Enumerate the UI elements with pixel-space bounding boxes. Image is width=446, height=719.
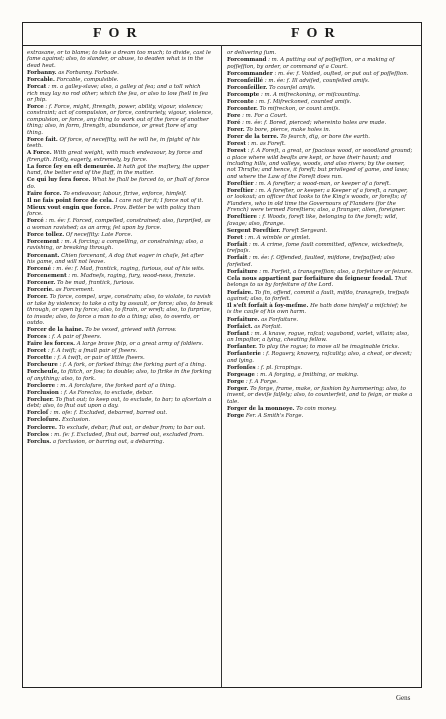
entry-definition: : f. Woods, foreſt like, belonging to the foreſt; wild, ſavage; also, ſtrange. — [227, 214, 398, 227]
entry-definition: : m. ſe: f. Excluded, ſhut out, barred out, excluded from. — [50, 431, 204, 438]
entry-headword: Forclorre — [27, 382, 56, 389]
dictionary-entry — [27, 410, 213, 416]
dictionary-entry — [27, 397, 213, 410]
entry-headword: Forcer de la haine. — [27, 327, 84, 334]
entry-definition: Foreſt Sergeant. — [282, 227, 328, 234]
entry-headword: Mieux vout engin que force. — [27, 204, 112, 211]
dictionary-entry — [27, 355, 213, 361]
entry-definition: : m. A forcing; a compelling, or constraining; also, a ravishing, or breaking through. — [27, 239, 204, 252]
dictionary-entry — [227, 50, 413, 56]
entry-definition: Of neceſſity: Late Force. — [65, 231, 133, 238]
header-right-word: FOR — [291, 26, 342, 41]
entry-headword: Faire force. — [27, 190, 62, 197]
entry-headword: Foreſtier — [227, 180, 254, 187]
entry-headword: Forcener. — [27, 280, 56, 287]
entry-definition: Fer. A Smith's Forge. — [245, 412, 304, 419]
dictionary-entry — [27, 253, 213, 266]
dictionary-entry — [27, 137, 213, 150]
dictionary-entry — [27, 70, 213, 76]
entry-definition: : m. A crime, ſome fault committed, offence, wickedneſs, treſpaſs. — [227, 241, 404, 255]
entry-headword: La force ſey en eſt demeurée. — [27, 163, 116, 170]
entry-definition: : m. ſ. Miſreckoned, counted amiſs. — [255, 98, 352, 105]
entry-definition: : m. Forfeit, a transgreſſion; also, a forfeiture or ſeizure. — [259, 268, 413, 275]
dictionary-entry — [27, 266, 213, 272]
dictionary-entry — [27, 164, 213, 177]
entry-headword: Forcompte — [227, 91, 260, 98]
entry-definition: To be vexed, grieved with ſorrow. — [85, 327, 177, 334]
entry-definition: I care not for it; I force not of it. — [115, 197, 204, 204]
dictionary-entry — [227, 228, 413, 234]
entry-definition: Exclusion. — [62, 417, 91, 424]
entry-headword: Forcette — [27, 355, 53, 362]
entry-headword: Forcet — [27, 348, 47, 355]
dictionary-entry — [27, 177, 213, 190]
dictionary-entry — [227, 365, 413, 371]
entry-headword: Forer. — [227, 126, 245, 133]
entry-definition: Forcable, compulsible. — [56, 77, 119, 83]
entry-definition: : m. ée: f. Ill adviſed, counſelled amiſs. — [264, 77, 370, 84]
entry-headword: Forcené — [27, 266, 52, 272]
entry-definition: or delivering ſum. — [227, 50, 277, 56]
dictionary-entry — [227, 269, 413, 275]
entry-definition: : f. Roguery, knavery, raſcality; also, a cheat, or deceit; and lying. — [227, 351, 412, 364]
entry-headword: Forfanterie — [227, 351, 261, 358]
entry-definition: as Forbanny. Forbade. — [58, 69, 119, 76]
dictionary-entry — [227, 351, 413, 364]
entry-definition: : m. as Foreſt. — [247, 141, 286, 148]
entry-definition: To play the rogue; to move all he imaginable tricks. — [258, 344, 400, 351]
entry-definition: To ſin, offend, commit a fault, miſdo, transgreſs, treſpaſs against; also, to forfeit. — [227, 289, 409, 302]
entry-headword: Forcheure — [27, 362, 58, 369]
entry-headword: Forcloſure. — [27, 417, 61, 424]
entry-headword: Forcommander — [227, 70, 273, 77]
entry-definition: To bore, pierce, make holes in. — [246, 126, 331, 133]
entry-headword: Forbanny. — [27, 69, 57, 76]
entry-definition: Prov. Better be with policy than force. — [27, 204, 201, 218]
entry-headword: Forcenement — [27, 273, 67, 280]
dictionary-entry — [227, 386, 413, 405]
entry-headword: Forest — [227, 141, 246, 148]
entry-definition: What he ſhall be forced to, or ſhall of force do. — [27, 177, 210, 190]
entry-headword: Forcenant. — [27, 252, 60, 259]
entry-definition: Chien forcenant, A dog that eager in chaſe, ſet after his game, and will not leave. — [27, 252, 204, 265]
dictionary-entry — [227, 181, 413, 187]
entry-headword: Forfaiture. — [227, 316, 260, 323]
dictionary-entry — [27, 417, 213, 423]
entry-headword: Forcement — [27, 239, 60, 245]
dictionary-entry — [227, 413, 413, 419]
dictionary-entry — [227, 71, 413, 77]
entry-headword: Forfonſes — [227, 364, 256, 371]
entry-headword: Forconter. — [227, 105, 258, 112]
dictionary-entry — [227, 120, 413, 126]
dictionary-entry — [27, 432, 213, 438]
entry-definition: To force, compel, urge, constrain; also, to violate, to ravish or take by violence; to take a city by assault, or force; also, to break through, or open by force; also, to ſtrain, or wreſt; also, to ſurprize, to invade; also, to force a man to do a thing; also, to overdo, or outdo. — [27, 294, 213, 326]
dictionary-entry — [27, 439, 213, 445]
dictionary-entry — [27, 77, 213, 83]
entry-headword: Foré — [227, 119, 241, 126]
dictionary-entry — [27, 104, 213, 136]
entry-headword: Forcé — [27, 218, 44, 225]
dictionary-entry — [227, 324, 413, 330]
entry-headword: Force tollez. — [27, 231, 65, 238]
entry-headword: Sergent Foreſtier. — [227, 227, 281, 234]
dictionary-entry — [227, 331, 413, 344]
dictionary-entry — [27, 232, 213, 238]
dictionary-entry — [27, 390, 213, 396]
entry-definition: To counſel amiſs. — [269, 84, 316, 91]
entry-definition: as Forfait. — [254, 323, 282, 330]
entry-definition: : m. For a Court. — [242, 112, 288, 119]
entry-headword: Ce qui luy ſera force. — [27, 177, 91, 184]
entry-headword: Foreſtiere — [227, 214, 257, 221]
entry-definition: To be mad, frantick, furious. — [56, 280, 135, 287]
entry-headword: Forcluer. — [27, 396, 54, 403]
entry-headword: Force — [27, 104, 44, 110]
dictionary-entry — [27, 218, 213, 231]
dictionary-entry — [27, 239, 213, 252]
dictionary-entry — [27, 287, 213, 293]
entry-definition: : m. A knave, rogue, raſcal; vagabond, varlet, villain; also, an Impoſtor, a lying, cheating fellow. — [227, 330, 409, 344]
entry-definition: : f. A Forge. — [245, 378, 278, 385]
entry-definition: : m. A foreſter; a wood-man, or keeper of a foreſt. — [255, 180, 391, 187]
dictionary-entry — [227, 344, 413, 350]
entry-headword: Forfanter. — [227, 344, 257, 351]
entry-definition: : m. ée: f. Voided, ouſted, or put out of poſſeſſion. — [274, 70, 409, 77]
entry-definition: : f. A fork, or forked thing; the forking part of a thing. — [59, 362, 207, 369]
dictionary-entry — [27, 205, 213, 218]
dictionary-entry — [227, 92, 413, 98]
dictionary-entry — [227, 57, 413, 70]
entry-headword: Forcer. — [27, 294, 48, 301]
entry-definition: To exclude, debar, ſhut out, or debar from; to bar out. — [58, 424, 206, 431]
entry-headword: Forclos — [27, 431, 49, 438]
entry-definition: : f. Force, might, ſtrength, power, ability, vigour, violence; constraint; act of compulsion, or force, contrariety, vigour, violence, compulsion, or force, any thing to work out of the force of another thing; also, in form, ſtrength, abundance, or great ſtore of any thing. — [27, 104, 213, 136]
entry-definition: : m. oſe: f. Excluded, debarred, barred out. — [49, 410, 168, 417]
entry-headword: Cela nous appartient par forfaiture du ſeigneur feodal. — [227, 276, 393, 283]
entry-headword: Forfaiture — [227, 268, 258, 275]
dictionary-entry — [227, 372, 413, 378]
column-divider — [221, 45, 222, 687]
entry-definition: To coin money. — [296, 405, 337, 412]
entry-headword: Forcable. — [27, 77, 55, 83]
entry-headword: Foreſtier — [227, 187, 254, 194]
entry-definition: : f. A pair of ſheers. — [48, 334, 102, 341]
left-column — [27, 50, 213, 446]
entry-definition: : m. A miſreckoning, or miſcounting. — [260, 91, 361, 98]
entry-definition: : m. a galley-slave; also, a galley at ſea; and a toll which rich may lay no rod other; which the ſea, or also to low ſhell in ſea or ſhip. — [27, 84, 209, 103]
entry-headword: Forger de la monnoye. — [227, 405, 295, 412]
entry-headword: Forconſeiller. — [227, 84, 268, 91]
page-frame — [22, 22, 422, 688]
entry-definition: : m. A forcloſure, the forked part of a thing. — [56, 382, 176, 389]
dictionary-entry — [27, 362, 213, 368]
entry-headword: Forcommand — [227, 57, 267, 64]
dictionary-entry — [227, 106, 413, 112]
dictionary-entry — [27, 327, 213, 333]
dictionary-entry — [227, 276, 413, 289]
entry-definition: To ſearch, dig, or bore the earth. — [280, 133, 370, 140]
entry-definition: : m. ée: f. Mad, frantick, raging, furious, out of his wits. — [52, 266, 205, 272]
entry-headword: Forconſeillé — [227, 77, 264, 84]
entry-headword: Forfaire. — [227, 289, 253, 296]
entry-headword: Forcerie. — [27, 287, 54, 294]
entry-definition: : f. pl. ſcrapings. — [257, 364, 303, 371]
entry-definition: : m. Madneſs, raging, fury, wood-ness, frenzie. — [68, 273, 196, 280]
entry-headword: A Force. — [27, 150, 52, 157]
entry-headword: Il s'eſt forfait à ſoy-meſme. — [227, 303, 309, 310]
entry-headword: Forgeage — [227, 371, 255, 378]
dictionary-entry — [227, 214, 413, 227]
dictionary-entry — [27, 334, 213, 340]
dictionary-entry — [27, 191, 213, 197]
entry-headword: Forcheuſe, — [27, 369, 60, 376]
dictionary-entry — [27, 383, 213, 389]
entry-definition: : m. A putting out of poſſeſſion, or a making of poſſeſſion, by order, or command of a Court. — [227, 57, 395, 70]
entry-definition: A large brave ſhip, or a great army of ſoldiers. — [76, 341, 204, 348]
dictionary-entry — [27, 369, 213, 382]
entry-definition: : f. A twiſt; a ſmall pair of ſheers. — [47, 348, 138, 355]
dictionary-entry — [227, 134, 413, 140]
dictionary-entry — [227, 188, 413, 214]
entry-definition: : m. A wimble or gimlet. — [244, 234, 311, 241]
entry-headword: Forcat — [27, 84, 47, 91]
entry-definition: He hath done himſelf a miſchief; he is the cauſe of his own harm. — [227, 303, 408, 316]
dictionary-entry — [227, 141, 413, 147]
header-left-word: FOR — [93, 26, 144, 41]
dictionary-entry — [227, 127, 413, 133]
entry-headword: Forest — [227, 148, 246, 155]
entry-definition: : f. A twiſt, or pair of little ſheers. — [53, 355, 145, 362]
dictionary-entry — [27, 150, 213, 163]
entry-definition: : m. ée: f. Bored, pierced; whereinto holes are made. — [242, 119, 387, 126]
dictionary-entry — [27, 273, 213, 279]
dictionary-entry — [27, 84, 213, 103]
entry-definition: as Forfaiture. — [261, 316, 299, 323]
entry-headword: Fore — [227, 112, 241, 119]
dictionary-entry — [27, 425, 213, 431]
entry-definition: To forge, frame, make, or fashion by hammering; also, to invent, or deviſe falſely; also, to counterfeit, and to feign, or make a tale. — [227, 385, 413, 405]
entry-headword: Forfaict. — [227, 323, 253, 330]
entry-definition: : m. A forging, a ſmithing, or making. — [256, 371, 359, 378]
entry-definition: It hath got the maſtery, the upper hand, the better end of the ſtaff, in the matter. — [27, 163, 210, 177]
entry-definition: : f. A Foreſt, a great, or ſpacious wood, or woodland ground; a place where wild beaſts are kept, or have their haunt; and including hills, and valleys, woods, and also rivers; by the owner, not Thruſte; and hence, it foreſt; but privileged of game, and laws; and where the Law of the Foreſt does run. — [227, 148, 413, 180]
entry-definition: To endeavour, labour, ſtrive, enforce, himſelf. — [63, 190, 187, 197]
dictionary-entry — [27, 348, 213, 354]
dictionary-entry — [27, 280, 213, 286]
entry-headword: Forfant — [227, 330, 250, 337]
dictionary-entry — [27, 198, 213, 204]
entry-definition: extrasane, or to blame; to take a dream too much; to divide, cast le fame against; also, to slander, or abuse, to deaden what is in the dead heat. — [27, 50, 211, 69]
dictionary-entry — [227, 148, 413, 180]
dictionary-entry — [227, 99, 413, 105]
dictionary-entry — [227, 85, 413, 91]
entry-headword: Faire les forces. — [27, 341, 75, 348]
entry-definition: to ſtitch, or ſow; to double; also, to ſtrike in the forking of anything; also, to fork. — [27, 369, 212, 382]
dictionary-entry — [227, 317, 413, 323]
dictionary-entry — [227, 255, 413, 268]
entry-headword: Forclusion — [27, 389, 59, 396]
dictionary-entry — [227, 379, 413, 385]
entry-headword: Forclus. — [27, 438, 52, 445]
entry-headword: Forge — [227, 378, 245, 385]
entry-headword: Foret — [227, 234, 243, 241]
entry-headword: Forfait — [227, 241, 248, 248]
entry-headword: Forces — [27, 334, 47, 341]
entry-headword: Forger. — [227, 385, 249, 392]
entry-definition: : m. A foreſter, or keeper; a Keeper of a foreſt, a ranger, or lookout; an officer that looks to the King's woods, or foreſts; of Flanders, who in old time the Governours of Flanders (for the French) were termed Foreſtiers; also, a ſtranger, alien, foreigner. — [227, 187, 408, 214]
entry-definition: : f. As Foreclos, to exclude, debar. — [60, 389, 153, 396]
entry-definition: That belongs to us by forfeiture of the Lord. — [227, 276, 408, 289]
entry-headword: Forge — [227, 412, 245, 419]
dictionary-entry — [227, 113, 413, 119]
dictionary-entry — [27, 341, 213, 347]
dictionary-entry — [27, 50, 213, 69]
entry-definition: as Forcement. — [55, 287, 95, 294]
entry-headword: Force fait. — [27, 136, 58, 143]
dictionary-entry — [227, 290, 413, 303]
entry-headword: Forer de la terre. — [227, 133, 279, 140]
entry-headword: Forcloſ — [27, 410, 49, 417]
entry-headword: Forconte — [227, 98, 254, 105]
entry-headword: Il ne fais point force de cela. — [27, 197, 114, 204]
dictionary-entry — [27, 294, 213, 326]
running-header — [23, 23, 421, 46]
entry-definition: Of force, of neceſſity, will he will he, in ſpight of his teeth. — [27, 136, 200, 150]
entry-headword: Forclorre. — [27, 424, 57, 431]
entry-definition: : m. ée: f. Offended, faulted, miſdone, treſpaſſed; also forfeited. — [227, 255, 395, 268]
entry-definition: With great weight, with much endeavour, by force and ſtrength. Hotly, eagerly, extremely, by force. — [27, 150, 203, 163]
right-column — [227, 50, 413, 420]
entry-definition: a forclusion, or barring out, a debarring. — [52, 438, 165, 445]
entry-definition: To ſhut out; to keep out, to exclude, to bar; to aſcertain a debt; also, to ſhut out upon a day. — [27, 396, 212, 410]
entry-definition: : m. ée: f. Forced, compelled, constrained; also, ſurpriſed, as a woman ravished; as an army, ſet upon by force. — [27, 218, 211, 231]
entry-definition: To miſreckon, or count amiſs. — [259, 105, 340, 112]
dictionary-entry — [227, 235, 413, 241]
catchword: Gens — [396, 694, 411, 702]
dictionary-entry — [227, 303, 413, 316]
dictionary-entry — [227, 406, 413, 412]
dictionary-entry — [227, 242, 413, 255]
entry-headword: Forfait — [227, 255, 248, 262]
dictionary-entry — [227, 78, 413, 84]
